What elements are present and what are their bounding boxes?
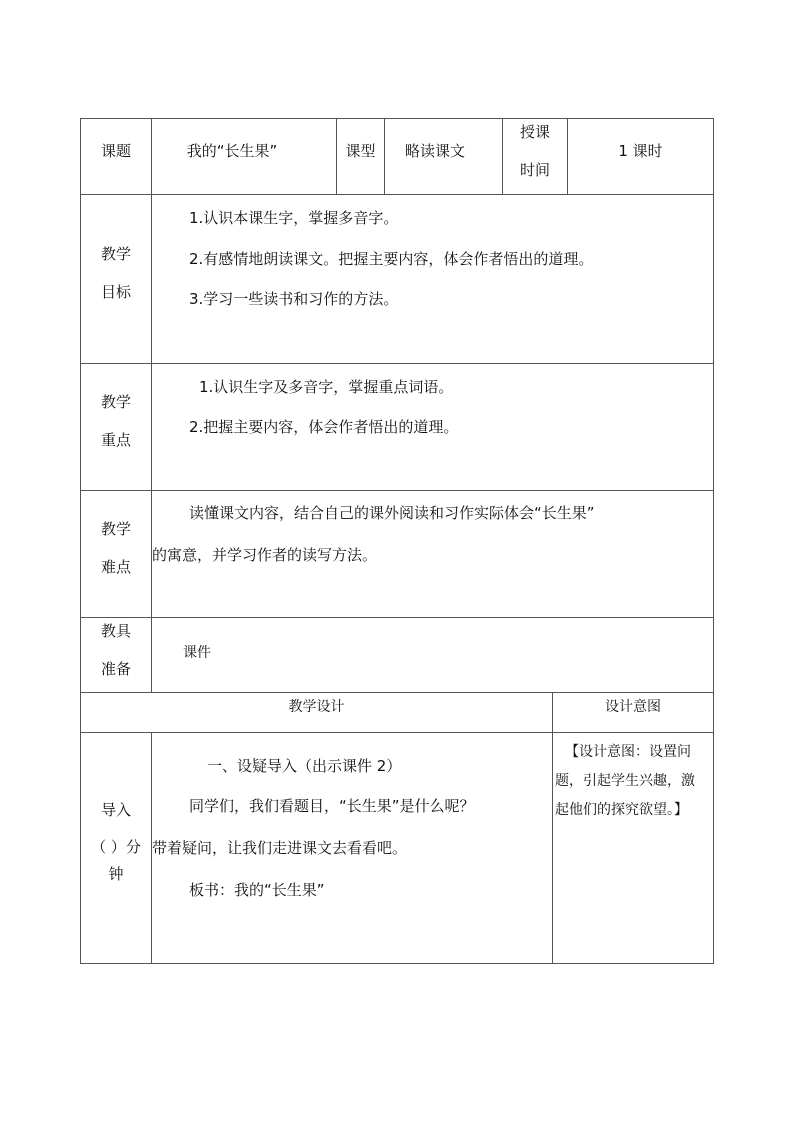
objective-item: 2.有感情地朗读课文。把握主要内容，体会作者悟出的道理。 [189, 250, 594, 268]
table-border [80, 617, 714, 618]
time-label-line-2: 时间 [519, 161, 550, 179]
table-border [80, 692, 714, 693]
table-border [80, 963, 714, 964]
intro-text-line-1: 同学们，我们看题目，“长生果”是什么呢？ [189, 797, 475, 815]
intro-label-line-1: 导入 [100, 801, 131, 819]
difficulties-text-line-2: 的寓意，并学习作者的读写方法。 [152, 546, 378, 564]
design-header-right: 设计意图 [605, 699, 661, 715]
intro-heading: 一、设疑导入（出示课件 2） [207, 757, 402, 775]
time-label-line-1: 授课 [519, 123, 550, 141]
materials-label-line-1: 教具 [100, 622, 131, 640]
difficulties-label-line-1: 教学 [100, 520, 131, 538]
topic-label: 课题 [100, 142, 131, 160]
intro-text-line-2: 带着疑问，让我们走进课文去看看吧。 [152, 839, 408, 857]
materials-label-line-2: 准备 [100, 660, 131, 678]
intro-intent-line-2: 题，引起学生兴趣，激 [555, 773, 695, 789]
difficulties-text-line-1: 读懂课文内容，结合自己的课外阅读和习作实际体会“长生果” [189, 504, 595, 522]
intro-label-line-2: （ ）分 [91, 838, 141, 856]
key-points-label-line-2: 重点 [100, 431, 131, 449]
key-points-label-line-1: 教学 [100, 393, 131, 411]
type-label: 课型 [345, 142, 376, 160]
design-header-left: 教学设计 [288, 699, 345, 715]
table-border [552, 692, 553, 964]
time-value: 1 课时 [618, 142, 663, 160]
intro-board: 板书：我的“长生果” [189, 881, 325, 899]
objective-item: 1.认识本课生字，掌握多音字。 [189, 209, 399, 227]
difficulties-label-line-2: 难点 [100, 558, 131, 576]
key-point-item: 1.认识生字及多音字，掌握重点词语。 [199, 378, 454, 396]
topic-value: 我的“长生果” [186, 142, 278, 160]
table-border [80, 363, 714, 364]
objective-item: 3.学习一些读书和习作的方法。 [189, 290, 399, 308]
intro-intent-line-1: 【设计意图：设置问 [565, 744, 691, 760]
intro-intent-line-3: 起他们的探究欲望。】 [555, 802, 688, 818]
materials-content: 课件 [183, 645, 211, 661]
intro-label-line-3: 钟 [108, 865, 124, 883]
objectives-label-line-1: 教学 [100, 245, 131, 263]
table-border [713, 118, 714, 964]
objectives-label-line-2: 目标 [100, 283, 131, 301]
key-point-item: 2.把握主要内容，体会作者悟出的道理。 [189, 418, 459, 436]
type-value: 略读课文 [404, 142, 465, 160]
table-border [80, 118, 714, 119]
table-border [80, 194, 714, 195]
table-border [151, 118, 152, 693]
table-border [80, 732, 714, 733]
table-border [80, 490, 714, 491]
